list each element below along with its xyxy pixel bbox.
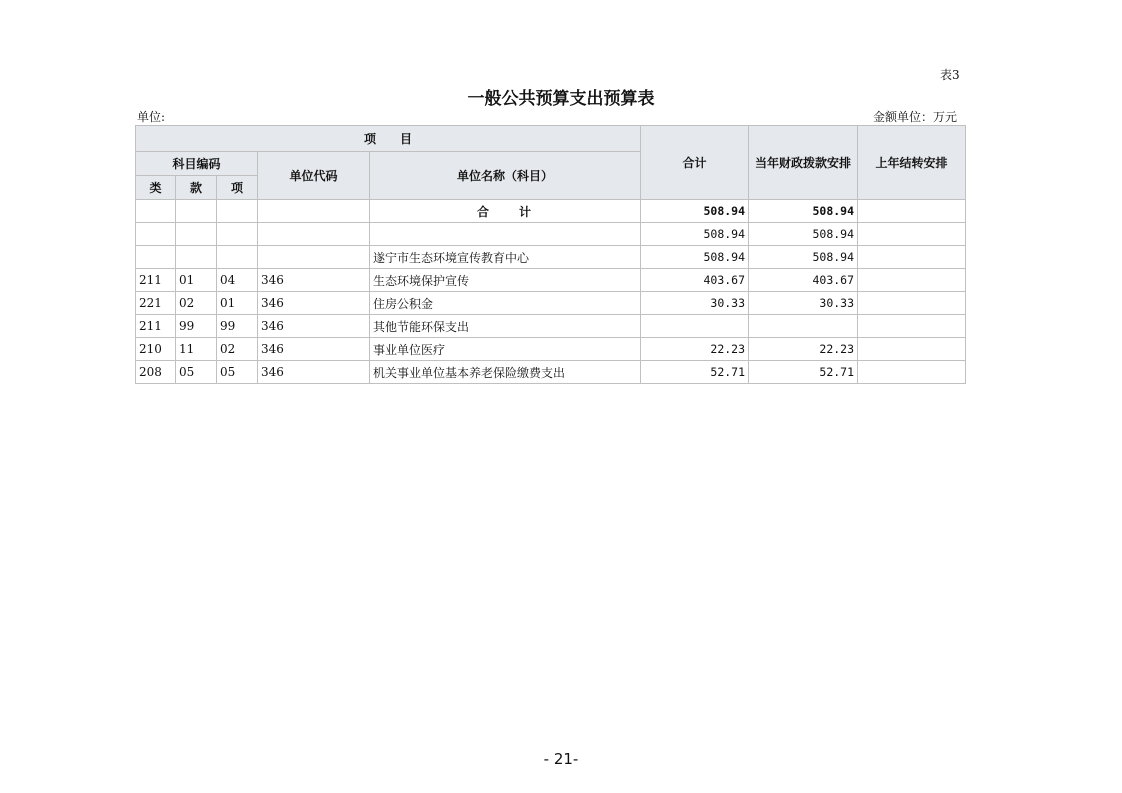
cell-item-name: 其他节能环保支出 <box>370 315 641 338</box>
total-current: 508.94 <box>749 200 858 223</box>
cell-unit-code: 346 <box>258 292 370 315</box>
amount-unit-label: 金额单位：万元 <box>873 110 958 124</box>
total-row <box>136 200 966 223</box>
cell-xiang: 05 <box>217 361 258 384</box>
subtotal-carryover <box>858 223 966 246</box>
header-xiang: 项 <box>217 176 258 200</box>
header-total: 合计 <box>641 126 749 200</box>
total-amount: 508.94 <box>641 200 749 223</box>
cell-lei: 221 <box>136 292 176 315</box>
total-label: 合 计 <box>370 200 641 223</box>
cell-current: 52.71 <box>749 361 858 384</box>
cell-total: 22.23 <box>641 338 749 361</box>
table-number: 表3 <box>940 68 960 82</box>
cell-total: 52.71 <box>641 361 749 384</box>
cell-unit-code: 346 <box>258 361 370 384</box>
header-subject-code: 科目编码 <box>136 152 258 176</box>
total-carryover <box>858 200 966 223</box>
unit-row <box>136 246 966 269</box>
cell-current <box>749 315 858 338</box>
subtotal-amount: 508.94 <box>641 223 749 246</box>
cell-item-name: 生态环境保护宣传 <box>370 269 641 292</box>
cell-item-name: 机关事业单位基本养老保险缴费支出 <box>370 361 641 384</box>
header-project: 项 目 <box>136 126 641 152</box>
cell-item-name: 住房公积金 <box>370 292 641 315</box>
cell-xiang: 02 <box>217 338 258 361</box>
cell-carryover <box>858 315 966 338</box>
unit-carryover <box>858 246 966 269</box>
subtotal-row <box>136 223 966 246</box>
budget-table <box>135 125 966 384</box>
cell-current: 403.67 <box>749 269 858 292</box>
header-unit-code: 单位代码 <box>258 152 370 200</box>
table-row <box>136 315 966 338</box>
table-row <box>136 269 966 292</box>
cell-carryover <box>858 361 966 384</box>
cell-carryover <box>858 338 966 361</box>
header-unit-name: 单位名称（科目） <box>370 152 641 200</box>
unit-label: 单位: <box>137 110 166 124</box>
cell-xiang: 04 <box>217 269 258 292</box>
unit-name: 遂宁市生态环境宣传教育中心 <box>370 246 641 269</box>
unit-current: 508.94 <box>749 246 858 269</box>
cell-carryover <box>858 269 966 292</box>
header-lei: 类 <box>136 176 176 200</box>
cell-xiang: 01 <box>217 292 258 315</box>
unit-total: 508.94 <box>641 246 749 269</box>
cell-kuan: 02 <box>176 292 217 315</box>
cell-unit-code: 346 <box>258 338 370 361</box>
cell-lei: 211 <box>136 315 176 338</box>
cell-total: 30.33 <box>641 292 749 315</box>
cell-current: 30.33 <box>749 292 858 315</box>
header-prior-carryover: 上年结转安排 <box>858 126 966 200</box>
cell-item-name: 事业单位医疗 <box>370 338 641 361</box>
table-row <box>136 361 966 384</box>
header-current-allocation: 当年财政拨款安排 <box>749 126 858 200</box>
cell-total <box>641 315 749 338</box>
table-row <box>136 292 966 315</box>
cell-current: 22.23 <box>749 338 858 361</box>
cell-kuan: 11 <box>176 338 217 361</box>
cell-unit-code: 346 <box>258 315 370 338</box>
header-kuan: 款 <box>176 176 217 200</box>
cell-kuan: 99 <box>176 315 217 338</box>
cell-total: 403.67 <box>641 269 749 292</box>
page-number: - 21- <box>543 750 579 768</box>
cell-kuan: 01 <box>176 269 217 292</box>
cell-unit-code: 346 <box>258 269 370 292</box>
cell-kuan: 05 <box>176 361 217 384</box>
cell-lei: 211 <box>136 269 176 292</box>
cell-carryover <box>858 292 966 315</box>
subtotal-current: 508.94 <box>749 223 858 246</box>
table-row <box>136 338 966 361</box>
page-title: 一般公共预算支出预算表 <box>467 89 655 109</box>
cell-lei: 210 <box>136 338 176 361</box>
cell-xiang: 99 <box>217 315 258 338</box>
cell-lei: 208 <box>136 361 176 384</box>
